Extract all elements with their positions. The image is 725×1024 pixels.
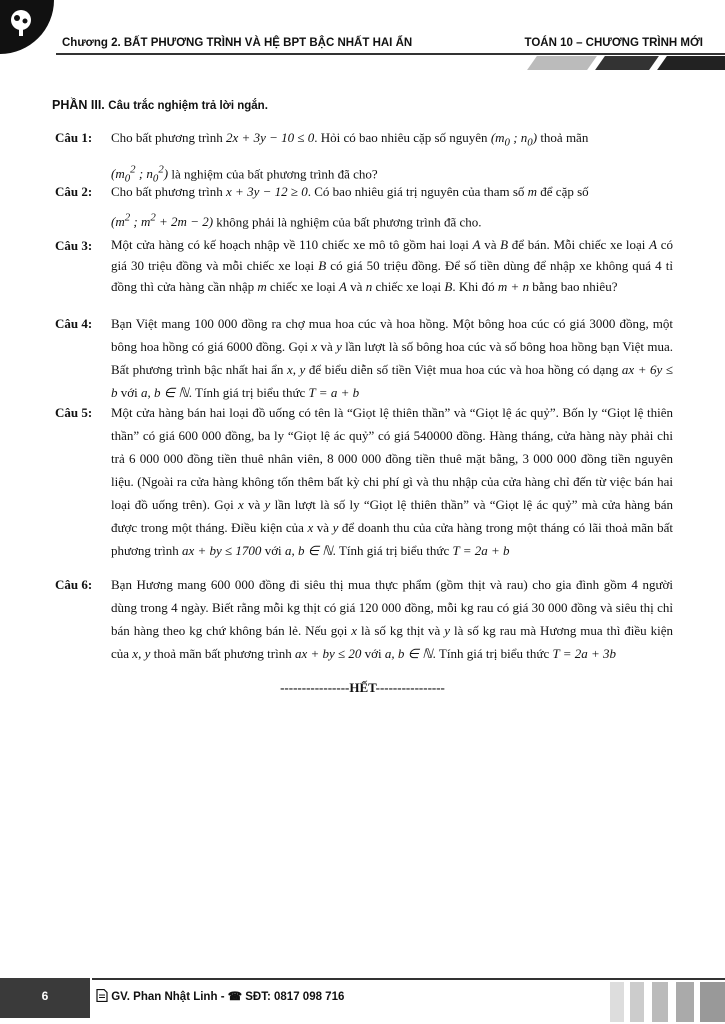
question-number: Câu 6: (55, 577, 93, 592)
section-title: Câu trắc nghiệm trả lời ngắn. (108, 100, 268, 112)
question-number: Câu 4: (55, 316, 93, 331)
page-number: 6 (41, 989, 49, 1003)
section-part: PHẦN III. (52, 98, 105, 112)
question-number: Câu 2: (55, 184, 93, 199)
footer-separator: - (220, 991, 225, 1003)
question-3 (55, 234, 673, 297)
header-stripes (512, 56, 725, 70)
header-logo (0, 0, 54, 54)
question-5 (55, 401, 673, 562)
question-4 (55, 312, 673, 404)
chapter-title: Chương 2. BẤT PHƯƠNG TRÌNH VÀ HỆ BPT BẬC NHẤT HAI ẨN (62, 37, 413, 49)
phone-number: SĐT: 0817 098 716 (245, 991, 345, 1003)
author-name: GV. Phan Nhật Linh (111, 991, 218, 1003)
question-number: Câu 3: (55, 238, 93, 253)
course-title: TOÁN 10 – CHƯƠNG TRÌNH MỚI (524, 37, 703, 49)
question-number: Câu 1: (55, 130, 93, 145)
footer-info (96, 989, 344, 1003)
tree-logo-icon (4, 6, 38, 40)
document-icon (96, 989, 108, 1002)
question-text: Bạn Việt mang 100 000 đồng ra chợ mua hoa cúc và hoa hồng. Một bông hoa cúc có giá 3000 đồng, một bông hoa hồng có giá 6000 đồng. Gọi x và y lần lượt là số bông hoa cúc và số bông hoa hồng bạn Việt mua. Bất phương trình bậc nhất hai ẩn x, y để biểu diễn số tiền Việt mua hoa cúc và hoa hồng có dạng ax + 6y ≤ b với a, b ∈ ℕ. Tính giá trị biểu thức T = a + b (111, 316, 674, 400)
question-text: Cho bất phương trình x + 3y − 12 ≥ 0. Có bao nhiêu giá trị nguyên của tham số m để cặp số ($m^2$ ; $m^2 + 2m - 2$) không phải là nghiệm của bất phương trình đã cho. (111, 184, 589, 230)
question-text: Một cửa hàng bán hai loại đồ uống có tên là “Giọt lệ thiên thần” và “Giọt lệ ác quỷ”. Bốn ly “Giọt lệ thiên thần” có giá 600 000 đồng, ba ly “Giọt lệ ác quỷ” có giá 540000 đồng. Hàng tháng, cửa hàng này phải chi trả 6 000 000 đồng tiền thuê nhân viên, 8 000 000 đồng tiền thuê mặt bằng, 3 000 000 đồng tiền nguyên liệu. (Ngoài ra cửa hàng không tốn thêm bất kỳ chi phí gì và thu nhập của cửa hàng chỉ đến từ việc bán hai loại đồ uống trên). Gọi x và y lần lượt là số ly “Giọt lệ thiên thần” và “Giọt lệ ác quỷ” mà cửa hàng bán được trong một tháng. Điều kiện của x và y để doanh thu của cửa hàng trong một tháng có lãi thoả mãn bất phương trình ax + by ≤ 1700 với a, b ∈ ℕ. Tính giá trị biểu thức T = 2a + b (111, 405, 673, 558)
footer-stripes (600, 982, 725, 1022)
question-text: Một cửa hàng có kế hoạch nhập về 110 chiếc xe mô tô gồm hai loại A và B để bán. Mỗi chiếc xe loại A có giá 30 triệu đồng và mỗi chiếc xe loại B có giá 50 triệu đồng. Để số tiền dùng để nhập xe không quá 4 tỉ đồng thì cửa hàng cần nhập m chiếc xe loại A và n chiếc xe loại B. Khi đó m + n bằng bao nhiêu? (111, 237, 673, 294)
section-heading (52, 98, 268, 112)
question-text: Bạn Hương mang 600 000 đồng đi siêu thị mua thực phẩm (gồm thịt và rau) cho gia đình gồm 4 người dùng trong 4 ngày. Biết rằng mỗi kg thịt có giá 120 000 đồng, mỗi kg rau có giá 30 000 đồng và siêu thị chỉ bán hàng theo kg chứ không bán lẻ. Nếu gọi x là số kg thịt và y là số kg rau mà Hương mua thì điều kiện của x, y thoả mãn bất phương trình ax + by ≤ 20 với a, b ∈ ℕ. Tính giá trị biểu thức T = 2a + 3b (111, 577, 673, 661)
phone-icon: ☎ (227, 991, 243, 1003)
end-marker: ----------------HẾT---------------- (280, 680, 445, 695)
question-6 (55, 573, 673, 665)
question-text: Cho bất phương trình 2x + 3y − 10 ≤ 0. Hỏi có bao nhiêu cặp số nguyên ($m_0$ ; $n_0$) thoả mãn ($m_0^2$ ; $n_0^2$) là nghiệm của bất phương trình đã cho? (111, 130, 589, 185)
header-rule (56, 53, 725, 55)
page-number-box (0, 978, 90, 1018)
footer-rule (92, 978, 725, 980)
question-2 (55, 180, 673, 233)
question-number: Câu 5: (55, 405, 93, 420)
